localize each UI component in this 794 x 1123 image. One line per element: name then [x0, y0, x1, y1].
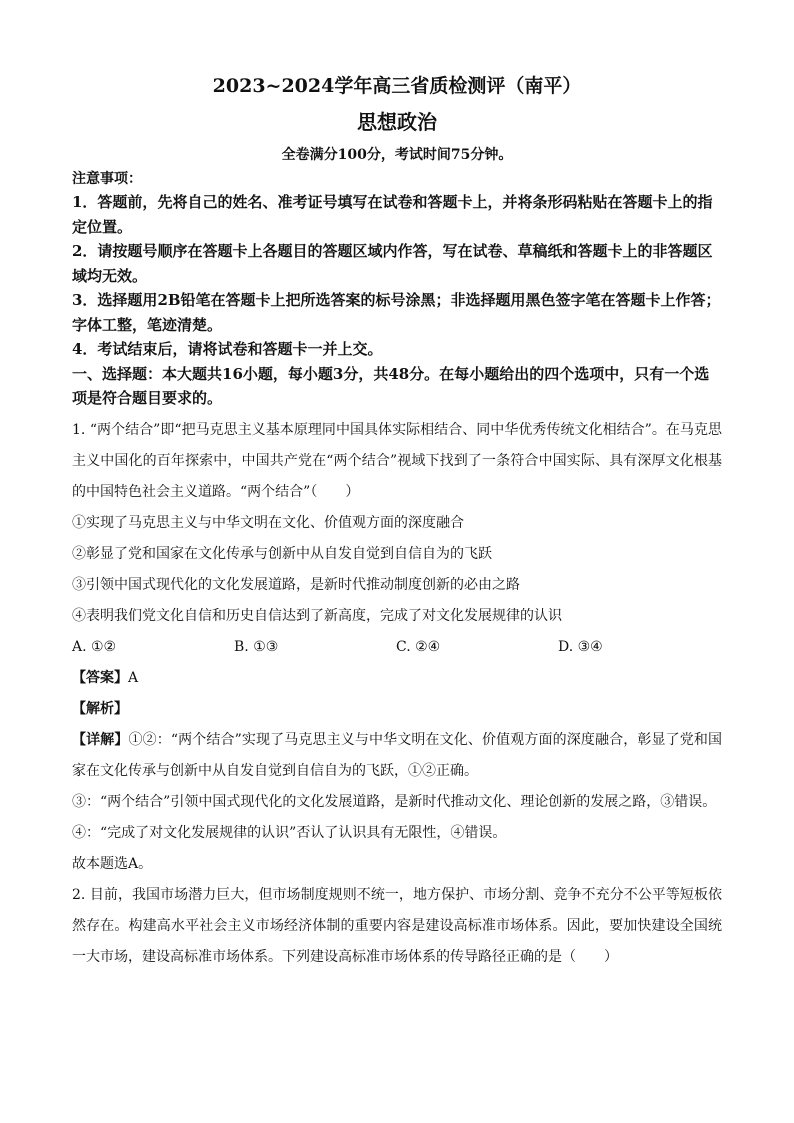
detail-2: ③：“两个结合”引领中国式现代化的文化发展道路，是新时代推动文化、理论创新的发展之路，③错误。 — [72, 793, 717, 810]
option-a: A. ①② — [72, 638, 117, 655]
detail-4: 故本题选A。 — [72, 855, 153, 872]
detail-tag: 【详解】 — [72, 731, 129, 748]
answer-value: A — [128, 669, 139, 686]
statement-4: ④表明我们党文化自信和历史自信达到了新高度，完成了对文化发展规律的认识 — [72, 607, 562, 624]
answer-line — [72, 663, 722, 694]
notice-heading: 注意事项： — [72, 171, 142, 187]
question-1-stem: 1. “两个结合”即“把马克思主义基本原理同中国具体实际相结合、同中华优秀传统文化相结合”。在马克思主义中国化的百年探索中，中国共产党在“两个结合”视域下找到了一条符合中国实际、具有深厚文化根基的中国特色社会主义道路。“两个结合”（ ） — [72, 421, 722, 500]
exam-info: 全卷满分100分，考试时间75分钟。 — [281, 147, 513, 163]
option-b: B. ①③ — [234, 638, 279, 655]
option-c: C. ②④ — [396, 638, 441, 655]
page-title: 2023~2024学年高三省质检测评（南平） — [212, 75, 582, 97]
question-2-stem: 2. 目前，我国市场潜力巨大，但市场制度规则不统一，地方保护、市场分割、竞争不充分不公平等短板依然存在。构建高水平社会主义市场经济体制的重要内容是建设高标准市场体系。因此，要加快建设全国统一大市场，建设高标准市场体系。下列建设高标准市场体系的传导路径正确的是（ ） — [72, 886, 722, 965]
option-d: D. ③④ — [558, 638, 603, 655]
analysis-tag: 【解析】 — [72, 700, 128, 717]
detail-1 — [72, 725, 722, 787]
notice-item-2: 2．请按题号顺序在答题卡上各题目的答题区域内作答，写在试卷、草稿纸和答题卡上的非答题区域均无效。 — [72, 242, 713, 285]
detail-3: ④：“完成了对文化发展规律的认识”否认了认识具有无限性，④错误。 — [72, 824, 507, 841]
answer-options — [72, 632, 722, 663]
statement-3: ③引领中国式现代化的文化发展道路，是新时代推动制度创新的必由之路 — [72, 576, 520, 593]
notice-item-3: 3．选择题用2B铅笔在答题卡上把所选答案的标号涂黑；非选择题用黑色签字笔在答题卡上作答；字体工整，笔迹清楚。 — [72, 291, 721, 334]
answer-tag: 【答案】 — [72, 669, 128, 686]
statement-2: ②彰显了党和国家在文化传承与创新中从自发自觉到自信自为的飞跃 — [72, 545, 492, 562]
detail-1-text: ①②：“两个结合”实现了马克思主义与中华文明在文化、价值观方面的深度融合，彰显了党和国家在文化传承与创新中从自发自觉到自信自为的飞跃，①②正确。 — [72, 731, 723, 779]
subject-title: 思想政治 — [357, 110, 437, 134]
statement-1: ①实现了马克思主义与中华文明在文化、价值观方面的深度融合 — [72, 514, 464, 531]
notice-item-1: 1．答题前，先将自己的姓名、准考证号填写在试卷和答题卡上，并将条形码粘贴在答题卡上的指定位置。 — [72, 193, 713, 236]
section-heading: 一、选择题：本大题共16小题，每小题3分，共48分。在每小题给出的四个选项中，只有一个选项是符合题目要求的。 — [72, 364, 710, 407]
notice-item-4: 4．考试结束后，请将试卷和答题卡一并上交。 — [72, 340, 383, 358]
